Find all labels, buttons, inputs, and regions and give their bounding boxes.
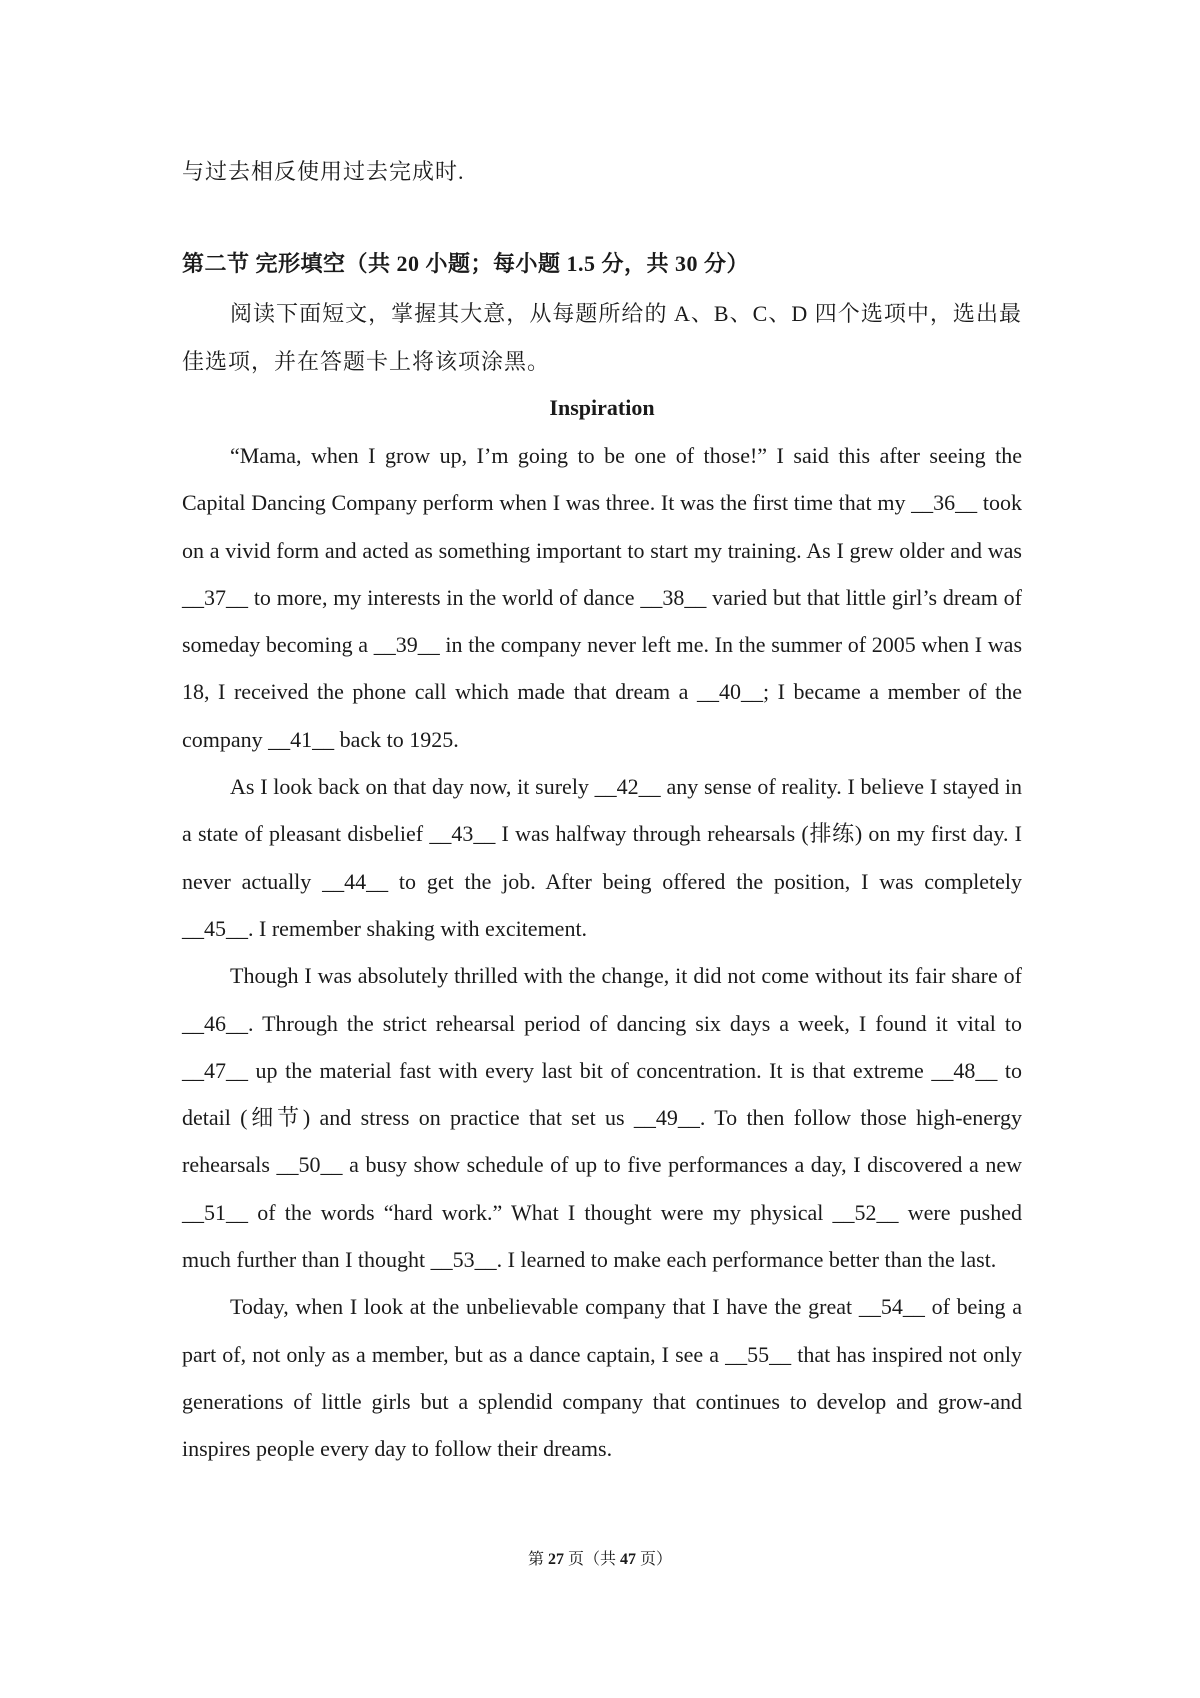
passage-body bbox=[182, 432, 1022, 1473]
total-page-count: 47 bbox=[620, 1551, 636, 1568]
footer-prefix: 第 bbox=[527, 1551, 548, 1568]
passage-paragraph: Though I was absolutely thrilled with the change, it did not come without its fair share of __46__. Through the strict rehearsal period of dancing six days a week, I found it vital to __47__ up the material fast with every last bit of concentration. It is that extreme __48__ to detail (细节) and stress on practice that set us __49__. To then follow those high-energy rehearsals __50__ a busy show schedule of up to five performances a day, I discovered a new __51__ of the words “hard work.” What I thought were my physical __52__ were pushed much further than I thought __53__. I learned to make each performance better than the last. bbox=[182, 963, 1022, 1273]
passage-paragraph: Today, when I look at the unbelievable company that I have the great __54__ of being a part of, not only as a member, but as a dance captain, I see a __55__ that has inspired not only generations of little girls but a splendid company that continues to develop and grow-and inspires people every day to follow their dreams. bbox=[182, 1294, 1022, 1462]
footer-suffix: 页） bbox=[636, 1551, 673, 1568]
section-instructions: 阅读下面短文，掌握其大意，从每题所给的 A、B、C、D 四个选项中，选出最佳选项，并在答题卡上将该项涂黑。 bbox=[182, 301, 1022, 374]
passage-paragraph: “Mama, when I grow up, I’m going to be one of those!” I said this after seeing the Capital Dancing Company perform when I was three. It was the first time that my __36__ took on a vivid form and acted as something important to start my training. As I grew older and was __37__ to more, my interests in the world of dance __38__ varied but that little girl’s dream of someday becoming a __39__ in the company never left me. In the summer of 2005 when I was 18, I received the phone call which made that dream a __40__; I became a member of the company __41__ back to 1925. bbox=[182, 443, 1022, 752]
section-heading: 第二节 完形填空（共 20 小题；每小题 1.5 分，共 30 分） bbox=[182, 251, 750, 276]
passage-title: Inspiration bbox=[549, 395, 655, 420]
page-footer bbox=[0, 1548, 1200, 1572]
current-page-number: 27 bbox=[547, 1551, 564, 1568]
intro-line: 与过去相反使用过去完成时. bbox=[182, 159, 465, 184]
passage-paragraph: As I look back on that day now, it surely __42__ any sense of reality. I believe I stayed in a state of pleasant disbelief __43__ I was halfway through rehearsals (排练) on my first day. I never actually __44__ to get the job. After being offered the position, I was completely __45__. I remember shaking with excitement. bbox=[182, 774, 1022, 941]
footer-middle: 页（共 bbox=[563, 1551, 620, 1568]
